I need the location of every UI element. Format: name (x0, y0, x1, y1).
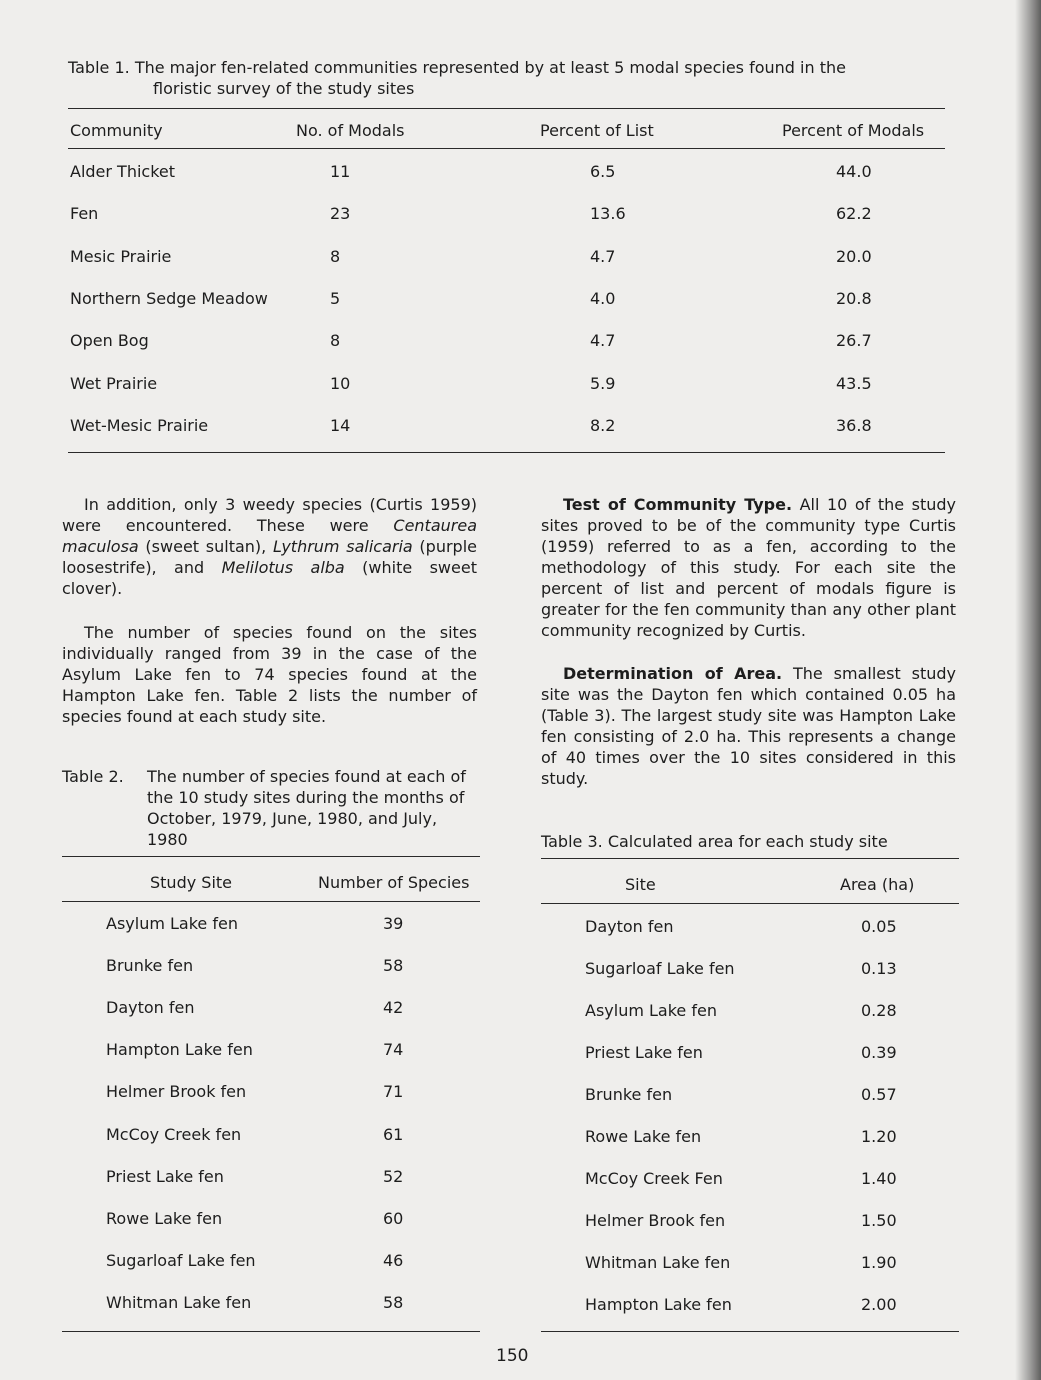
table1-community-cell: Alder Thicket (70, 162, 176, 181)
table3-site-cell: Sugarloaf Lake fen (585, 959, 735, 978)
table2-species-count-cell: 42 (383, 998, 404, 1018)
right-paragraph-area (541, 663, 956, 789)
table1-percent-list-cell: 4.7 (590, 331, 616, 351)
table1-header-community: Community (70, 121, 163, 140)
table1-percent-list-cell: 4.0 (590, 288, 616, 308)
left-paragraph-species-range: The number of species found on the sites individually ranged from 39 in the case of the Asylum Lake fen to 74 species found at the Hampton Lake fen. Table 2 lists the number of species found at each study site. (62, 623, 477, 726)
table1-header-percent-list: Percent of List (540, 121, 654, 140)
para-text: In addition, only 3 weedy species (Curtis 1959) were encountered. These were (62, 495, 477, 535)
table3-caption: Table 3. Calculated area for each study site (541, 832, 888, 851)
table1-percent-list-cell: 6.5 (590, 162, 616, 181)
table3-area-cell: 0.28 (861, 1001, 897, 1020)
table1-community-cell: Mesic Prairie (70, 246, 172, 266)
table1-header-percent-modals: Percent of Modals (782, 121, 925, 140)
table1-top-rule (68, 108, 945, 109)
table2-site-cell: Whitman Lake fen (106, 1292, 252, 1312)
species-name: Lythrum salicaria (272, 537, 413, 556)
table1-percent-modals-cell: 26.7 (836, 331, 872, 351)
table3-area-cell: 1.90 (861, 1253, 897, 1272)
table3-area-cell: 1.40 (861, 1169, 897, 1188)
table2-species-count-cell: 60 (383, 1208, 404, 1228)
table2-top-rule (62, 856, 480, 857)
table2-site-cell: Asylum Lake fen (106, 914, 238, 933)
table2-site-cell: Hampton Lake fen (106, 1040, 253, 1060)
para-text: (white sweet clover). (62, 558, 477, 598)
table3-site-cell: McCoy Creek Fen (585, 1169, 723, 1188)
table1-community-cell: Fen (70, 204, 99, 224)
table3-top-rule (541, 858, 959, 859)
table3-area-cell: 0.05 (861, 917, 897, 936)
table2-species-count-cell: 58 (383, 1292, 404, 1312)
para-heading: Determination of Area. (563, 664, 783, 683)
table1-modals-cell: 5 (330, 288, 341, 308)
table1-community-cell: Northern Sedge Meadow (70, 288, 268, 308)
table1-percent-modals-cell: 20.8 (836, 288, 872, 308)
table2-site-cell: Priest Lake fen (106, 1166, 224, 1186)
table3-site-cell: Asylum Lake fen (585, 1001, 717, 1020)
table3-bottom-rule (541, 1331, 959, 1332)
right-paragraph-community-type (541, 494, 956, 641)
table2-site-cell: Brunke fen (106, 956, 194, 976)
table2-species-count-cell: 74 (383, 1040, 404, 1060)
table1-percent-modals-cell: 62.2 (836, 204, 872, 224)
table1-bottom-rule (68, 452, 945, 453)
table2-site-cell: Dayton fen (106, 998, 195, 1018)
para-text: (sweet sultan), (138, 537, 273, 556)
table1-modals-cell: 8 (330, 331, 341, 351)
table1-modals-cell: 8 (330, 246, 341, 266)
table3-site-cell: Hampton Lake fen (585, 1295, 732, 1314)
table2-species-count-cell: 39 (383, 914, 404, 933)
table1-modals-cell: 11 (330, 162, 351, 181)
table1-community-cell: Wet Prairie (70, 373, 158, 393)
table1-percent-list-cell: 5.9 (590, 373, 616, 393)
para-heading: Test of Community Type. (563, 495, 793, 514)
species-name: Centaurea maculosa (62, 516, 477, 556)
table1-community-cell: Open Bog (70, 331, 149, 351)
table2-caption-line: 1980 (147, 830, 188, 849)
table1-percent-modals-cell: 36.8 (836, 415, 872, 435)
table2-site-cell: Helmer Brook fen (106, 1082, 247, 1102)
table3-header-site: Site (625, 875, 656, 894)
table1-percent-list-cell: 4.7 (590, 246, 616, 266)
para-text: (purple loosestrife), and (62, 537, 477, 577)
table3-header-area: Area (ha) (840, 875, 915, 894)
table1-header-modals: No. of Modals (296, 121, 405, 140)
para-text: The smallest study site was the Dayton fen which contained 0.05 ha (Table 3). The largest study site was Hampton Lake fen consisting of 2.0 ha. This represents a change of 40 times over the 10 sites considered in this study. (541, 664, 956, 788)
table3-site-cell: Helmer Brook fen (585, 1211, 726, 1230)
table1-percent-modals-cell: 20.0 (836, 246, 872, 266)
table2-species-count-cell: 52 (383, 1166, 404, 1186)
table2-header-rule (62, 901, 480, 902)
table3-area-cell: 1.50 (861, 1211, 897, 1230)
table3-area-cell: 2.00 (861, 1295, 897, 1314)
table3-site-cell: Priest Lake fen (585, 1043, 703, 1062)
table2-species-count-cell: 46 (383, 1250, 404, 1270)
table3-area-cell: 1.20 (861, 1127, 897, 1146)
table3-site-cell: Rowe Lake fen (585, 1127, 702, 1146)
species-name: Melilotus alba (221, 558, 345, 577)
table1-modals-cell: 10 (330, 373, 351, 393)
table2-header-species: Number of Species (318, 873, 470, 892)
table1-percent-list-cell: 8.2 (590, 415, 616, 435)
page-number: 150 (496, 1346, 529, 1366)
table2-label: Table 2. (62, 767, 124, 786)
table2-caption-line: October, 1979, June, 1980, and July, (147, 809, 438, 828)
table2-header-site: Study Site (150, 873, 232, 892)
left-paragraph-weedy-species (62, 494, 477, 599)
table2-species-count-cell: 71 (383, 1082, 404, 1102)
table1-header-rule (68, 148, 945, 149)
table2-caption-line: the 10 study sites during the months of (147, 788, 465, 807)
table2-site-cell: McCoy Creek fen (106, 1124, 242, 1144)
table1-percent-modals-cell: 43.5 (836, 373, 872, 393)
table3-site-cell: Whitman Lake fen (585, 1253, 731, 1272)
page-edge-shadow (1015, 0, 1041, 1380)
table1-community-cell: Wet-Mesic Prairie (70, 415, 209, 435)
table1-caption-line2: floristic survey of the study sites (153, 79, 415, 98)
table2-species-count-cell: 61 (383, 1124, 404, 1144)
table2-species-count-cell: 58 (383, 956, 404, 976)
table2-site-cell: Sugarloaf Lake fen (106, 1250, 256, 1270)
table3-area-cell: 0.57 (861, 1085, 897, 1104)
table1-modals-cell: 14 (330, 415, 351, 435)
table1-percent-modals-cell: 44.0 (836, 162, 872, 181)
table1-modals-cell: 23 (330, 204, 351, 224)
table3-header-rule (541, 903, 959, 904)
table2-site-cell: Rowe Lake fen (106, 1208, 223, 1228)
table1-caption-line1: Table 1. The major fen-related communities represented by at least 5 modal species found in the (68, 58, 846, 77)
table1-percent-list-cell: 13.6 (590, 204, 626, 224)
table3-site-cell: Dayton fen (585, 917, 674, 936)
table2-caption-line: The number of species found at each of (147, 767, 466, 786)
table2-bottom-rule (62, 1331, 480, 1332)
table3-site-cell: Brunke fen (585, 1085, 673, 1104)
para-text: All 10 of the study sites proved to be of the community type Curtis (1959) referred to as a fen, according to the methodology of this study. For each site the percent of list and percent of modals figure is greater for the fen community than any other plant community recognized by Curtis. (541, 495, 956, 640)
table3-area-cell: 0.13 (861, 959, 897, 978)
table3-area-cell: 0.39 (861, 1043, 897, 1062)
